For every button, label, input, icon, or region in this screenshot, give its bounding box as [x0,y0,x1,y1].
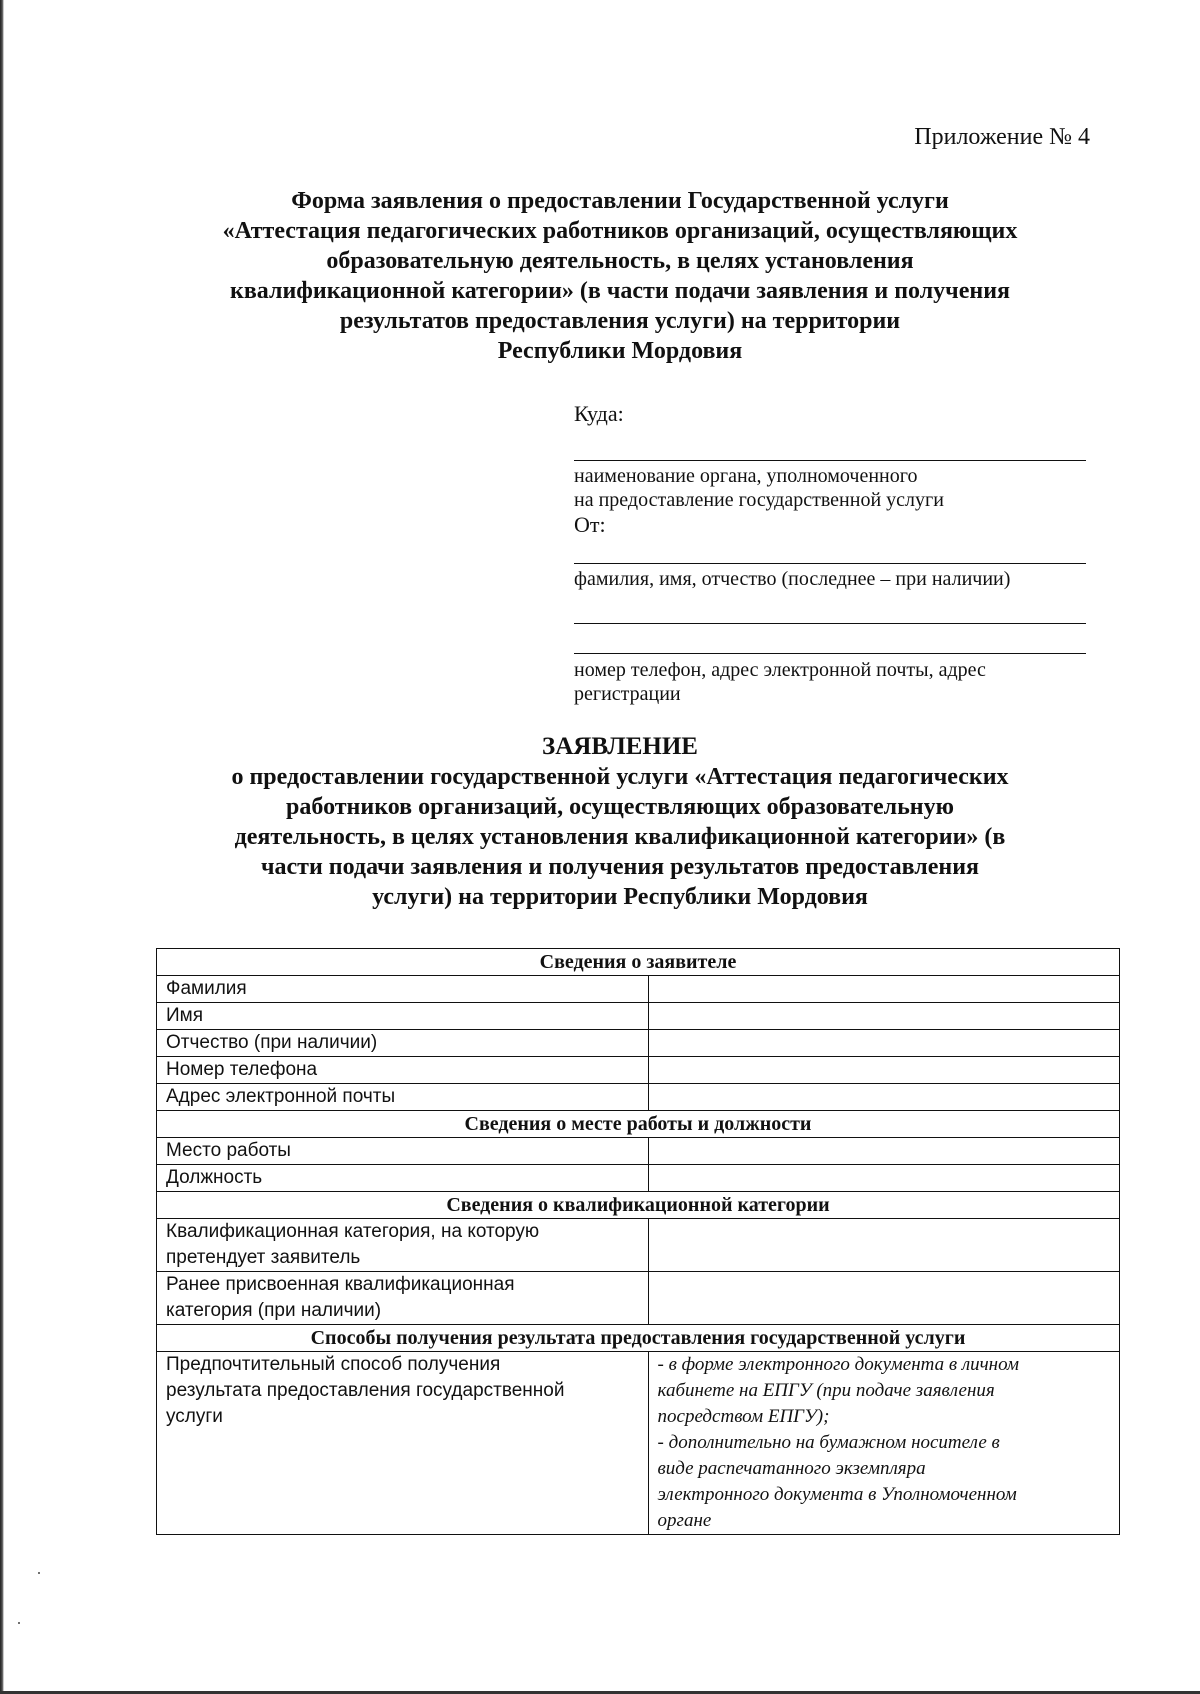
table-row [157,1219,1120,1272]
contact-field-line-2[interactable] [574,653,1086,654]
delivery-option-line: электронного документа в Уполномоченном [657,1484,1017,1505]
name-field[interactable] [648,1003,1119,1030]
patronymic-field[interactable] [648,1030,1119,1057]
table-row [157,1165,1120,1192]
to-label: Куда: [574,401,624,426]
row-label-phone: Номер телефона [157,1057,649,1084]
phone-field[interactable] [648,1057,1119,1084]
email-field[interactable] [648,1084,1119,1111]
row-label-line: Квалификационная категория, на которую [166,1221,540,1242]
table-row [157,1030,1120,1057]
row-label-line: Предпочтительный способ получения [166,1354,501,1375]
delivery-options[interactable] [648,1352,1119,1535]
row-label-line: результата предоставления государственной [166,1380,565,1401]
delivery-option-line: посредством ЕПГУ); [657,1406,830,1427]
previous-category-field[interactable] [648,1272,1119,1325]
section-header-row [157,949,1120,976]
form-title [160,186,1080,366]
delivery-option-line: виде распечатанного экземпляра [657,1458,926,1479]
row-label-line: претендует заявитель [166,1247,361,1268]
surname-field[interactable] [648,976,1119,1003]
statement-subtitle-line: услуги) на территории Республики Мордовия [372,884,868,910]
row-label-line: категория (при наличии) [166,1300,382,1321]
section-header-row [157,1325,1120,1352]
table-row [157,1138,1120,1165]
form-title-line: «Аттестация педагогических работников организаций, осуществляющих [222,218,1018,244]
row-label-delivery-method [157,1352,649,1535]
row-label-position: Должность [157,1165,649,1192]
from-label: От: [574,512,606,537]
row-label-line: услуги [166,1406,223,1427]
statement-heading: ЗАЯВЛЕНИЕ [542,733,698,760]
form-title-line: Республики Мордовия [497,338,743,364]
section-header-row [157,1111,1120,1138]
delivery-option-line: органе [657,1510,712,1531]
application-table [156,948,1120,1535]
row-label-line: Ранее присвоенная квалификационная [166,1274,515,1295]
row-label-surname: Фамилия [157,976,649,1003]
table-row [157,976,1120,1003]
scan-speck [38,1572,40,1574]
row-label-name: Имя [157,1003,649,1030]
table-row [157,1352,1120,1535]
scan-edge-left [0,0,4,1694]
contact-caption-line: номер телефон, адрес электронной почты, адрес [574,659,986,681]
table-row [157,1084,1120,1111]
delivery-option-line: - дополнительно на бумажном носителе в [657,1432,1000,1453]
statement-subtitle-line: части подачи заявления и получения результатов предоставления [260,854,980,880]
row-label-target-category [157,1219,649,1272]
scan-speck [18,1622,20,1624]
row-label-email: Адрес электронной почты [157,1084,649,1111]
section-delivery-header: Способы получения результата предоставления государственной услуги [157,1325,1120,1352]
contact-field-line-1[interactable] [574,623,1086,624]
from-field-line[interactable] [574,563,1086,564]
form-title-line: результатов предоставления услуги) на территории [339,308,901,334]
statement-subtitle-line: деятельность, в целях установления квалификационной категории» (в [234,824,1006,850]
workplace-field[interactable] [648,1138,1119,1165]
position-field[interactable] [648,1165,1119,1192]
table-row [157,1272,1120,1325]
appendix-label: Приложение № 4 [914,124,1090,150]
statement-subtitle-line: о предоставлении государственной услуги «Аттестация педагогических [231,764,1009,790]
from-caption: фамилия, имя, отчество (последнее – при наличии) [574,568,1011,590]
contact-caption [574,658,1086,706]
target-category-field[interactable] [648,1219,1119,1272]
table-row [157,1057,1120,1084]
row-label-patronymic: Отчество (при наличии) [157,1030,649,1057]
contact-caption-line: регистрации [574,683,681,705]
form-title-line: квалификационной категории» (в части подачи заявления и получения [229,278,1011,304]
form-title-line: образовательную деятельность, в целях установления [326,248,914,274]
statement-title [160,732,1080,912]
table-row [157,1003,1120,1030]
delivery-option-line: кабинете на ЕПГУ (при подаче заявления [657,1380,995,1401]
section-category-header: Сведения о квалификационной категории [157,1192,1120,1219]
form-title-line: Форма заявления о предоставлении Государственной услуги [291,188,949,214]
section-header-row [157,1192,1120,1219]
row-label-workplace: Место работы [157,1138,649,1165]
section-applicant-header: Сведения о заявителе [157,949,1120,976]
row-label-previous-category [157,1272,649,1325]
to-caption-line: на предоставление государственной услуги [574,489,944,511]
delivery-option-line: - в форме электронного документа в личном [657,1354,1019,1375]
address-block [574,400,1086,706]
to-field-line[interactable] [574,460,1086,461]
section-work-header: Сведения о месте работы и должности [157,1111,1120,1138]
to-caption [574,464,1086,512]
statement-subtitle-line: работников организаций, осуществляющих образовательную [286,794,954,820]
to-caption-line: наименование органа, уполномоченного [574,465,918,487]
